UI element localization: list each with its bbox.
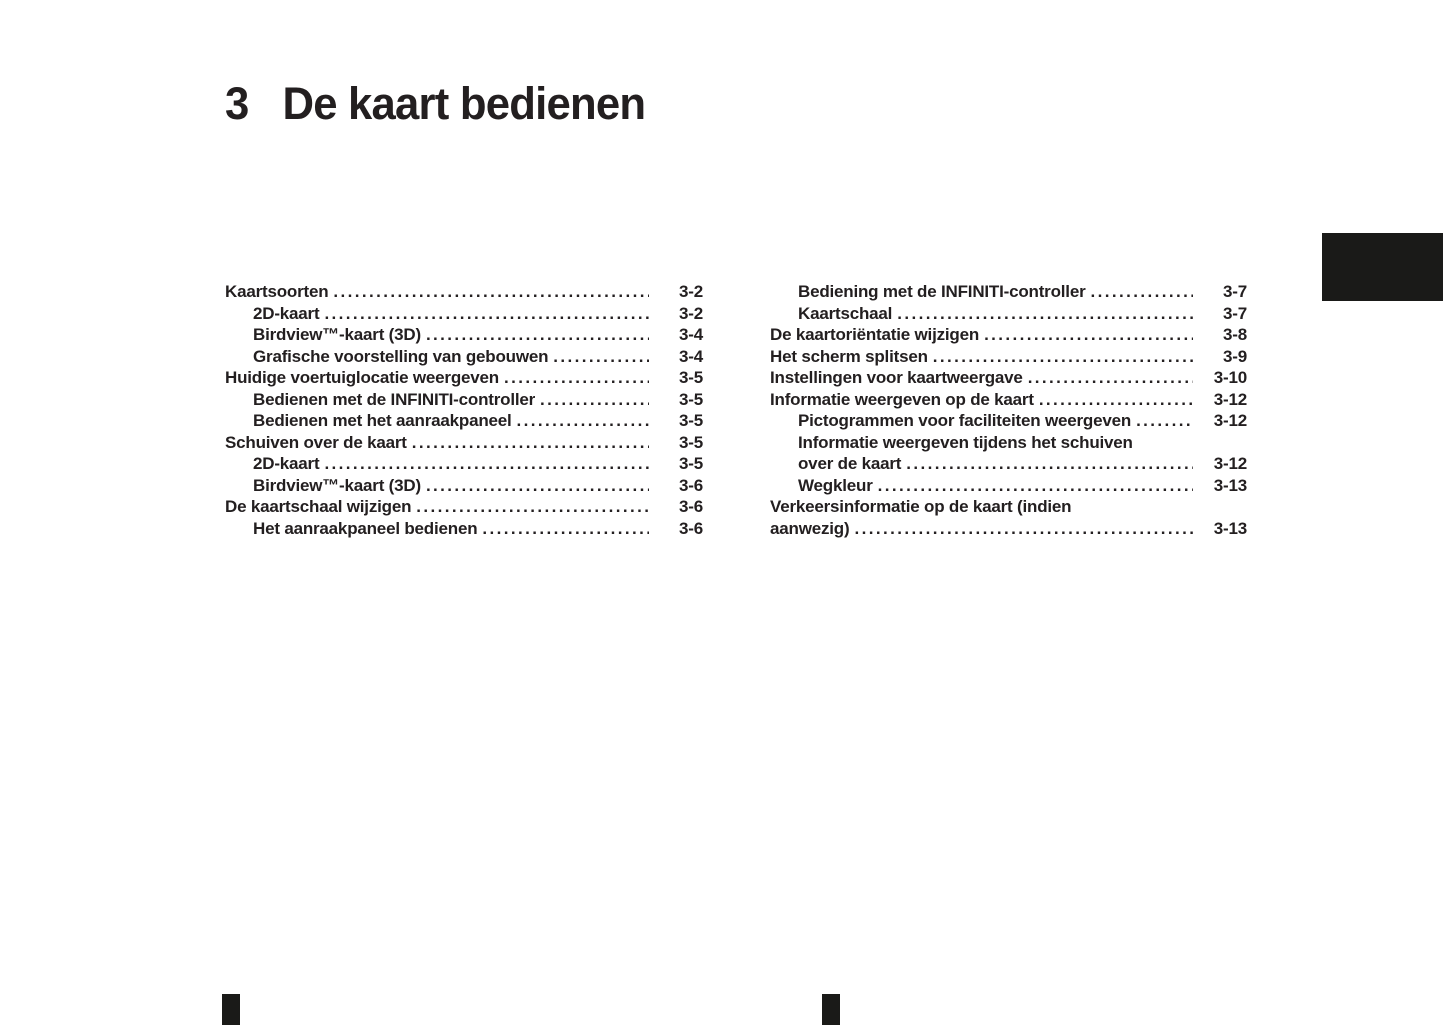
dot-leader	[324, 303, 649, 325]
toc-entry-page: 3-5	[679, 454, 703, 474]
dot-leader	[1136, 410, 1193, 432]
toc-entry	[225, 324, 703, 346]
dot-leader	[933, 346, 1193, 368]
dot-leader	[426, 324, 649, 346]
toc-entry-page: 3-7	[1223, 282, 1247, 301]
dot-leader	[412, 432, 649, 454]
dot-leader	[854, 518, 1193, 540]
toc-entry-page: 3-2	[679, 303, 703, 323]
toc-entry-page: 3-7	[1223, 303, 1247, 323]
toc-entry	[770, 367, 1247, 389]
toc-entry-label: over de kaart	[798, 454, 902, 474]
dot-leader	[1028, 367, 1193, 389]
toc-entry-page: 3-5	[679, 368, 703, 388]
toc-entry-label: Kaartsoorten	[225, 282, 329, 301]
toc-entry-page: 3-12	[1213, 454, 1247, 474]
toc-entry-page: 3-13	[1213, 519, 1247, 539]
toc-entry	[225, 518, 703, 540]
dot-leader	[1091, 281, 1194, 303]
binding-mark-left	[222, 994, 240, 1025]
toc-entry	[225, 367, 703, 389]
toc-entry-page: 3-6	[679, 497, 703, 517]
toc-entry-label: Informatie weergeven op de kaart	[770, 389, 1034, 409]
dot-leader	[1039, 389, 1193, 411]
toc-entry	[770, 496, 1247, 518]
toc-entry-page: 3-4	[679, 346, 703, 366]
toc-entry-page: 3-6	[679, 519, 703, 539]
toc-entry-label: Bedienen met het aanraakpaneel	[253, 411, 512, 431]
toc-entry	[225, 453, 703, 475]
dot-leader	[878, 475, 1193, 497]
toc-entry-label: Birdview™-kaart (3D)	[253, 475, 421, 495]
toc-entry-label: 2D-kaart	[253, 454, 320, 474]
toc-entry-label: Bedienen met de INFINITI-controller	[253, 389, 536, 409]
toc-entry-page: 3-5	[679, 411, 703, 431]
toc-entry-label: De kaartschaal wijzigen	[225, 497, 412, 517]
toc-entry-label: Grafische voorstelling van gebouwen	[253, 346, 549, 366]
toc-entry-label: Instellingen voor kaartweergave	[770, 368, 1023, 388]
chapter-title-text: De kaart bedienen	[282, 78, 646, 129]
toc-entry-label: Schuiven over de kaart	[225, 432, 407, 452]
toc-entry	[770, 324, 1247, 346]
dot-leader	[906, 453, 1193, 475]
binding-mark-right	[822, 994, 840, 1025]
toc-entry	[770, 518, 1247, 540]
dot-leader	[897, 303, 1193, 325]
chapter-title	[225, 80, 645, 128]
toc-entry-page: 3-4	[679, 325, 703, 345]
toc-entry-page: 3-5	[679, 432, 703, 452]
toc-entry-label: Het aanraakpaneel bedienen	[253, 519, 478, 539]
dot-leader	[517, 410, 649, 432]
toc-entry	[770, 303, 1247, 325]
dot-leader	[984, 324, 1193, 346]
dot-leader	[553, 346, 649, 368]
toc-entry	[225, 432, 703, 454]
toc-entry	[770, 475, 1247, 497]
dot-leader	[416, 496, 649, 518]
toc-entry-label: Wegkleur	[798, 475, 873, 495]
toc-entry-page: 3-13	[1213, 475, 1247, 495]
toc-entry-page: 3-12	[1213, 389, 1247, 409]
chapter-number: 3	[225, 78, 249, 129]
toc-entry-label: Verkeersinformatie op de kaart (indien	[770, 497, 1072, 517]
toc-entry-page: 3-10	[1213, 368, 1247, 388]
toc-column-right	[770, 281, 1247, 540]
toc-entry-label: Kaartschaal	[798, 303, 893, 323]
toc-entry-label: Birdview™-kaart (3D)	[253, 325, 421, 345]
dot-leader	[540, 389, 649, 411]
dot-leader	[504, 367, 649, 389]
toc-entry-label: Het scherm splitsen	[770, 346, 928, 366]
toc-entry-page: 3-8	[1223, 325, 1247, 345]
toc-entry-page: 3-12	[1213, 411, 1247, 431]
toc-entry	[225, 346, 703, 368]
toc-entry	[225, 389, 703, 411]
toc-entry	[225, 281, 703, 303]
toc-entry	[225, 496, 703, 518]
dot-leader	[333, 281, 649, 303]
dot-leader	[482, 518, 649, 540]
toc-entry-label: Informatie weergeven tijdens het schuiven	[798, 432, 1133, 452]
toc-entry	[770, 389, 1247, 411]
toc-column-left	[225, 281, 703, 540]
dot-leader	[324, 453, 649, 475]
toc-entry	[770, 432, 1247, 454]
toc-entry-label: Pictogrammen voor faciliteiten weergeven	[798, 411, 1132, 431]
toc-entry	[225, 475, 703, 497]
toc-entry-page: 3-6	[679, 475, 703, 495]
toc-entry-page: 3-2	[679, 282, 703, 301]
toc-entry	[770, 410, 1247, 432]
toc-entry-label: De kaartoriëntatie wijzigen	[770, 325, 980, 345]
toc-entry	[770, 281, 1247, 303]
toc-entry-page: 3-9	[1223, 346, 1247, 366]
chapter-tab-marker	[1322, 233, 1443, 301]
toc-entry-label: 2D-kaart	[253, 303, 320, 323]
toc-entry	[225, 410, 703, 432]
toc-entry	[770, 346, 1247, 368]
toc-entry-label: Bediening met de INFINITI-controller	[798, 282, 1086, 301]
toc-entry-label: aanwezig)	[770, 519, 850, 539]
toc-entry-page: 3-5	[679, 389, 703, 409]
toc-entry-label: Huidige voertuiglocatie weergeven	[225, 368, 499, 388]
toc-entry	[770, 453, 1247, 475]
toc-entry	[225, 303, 703, 325]
dot-leader	[426, 475, 649, 497]
